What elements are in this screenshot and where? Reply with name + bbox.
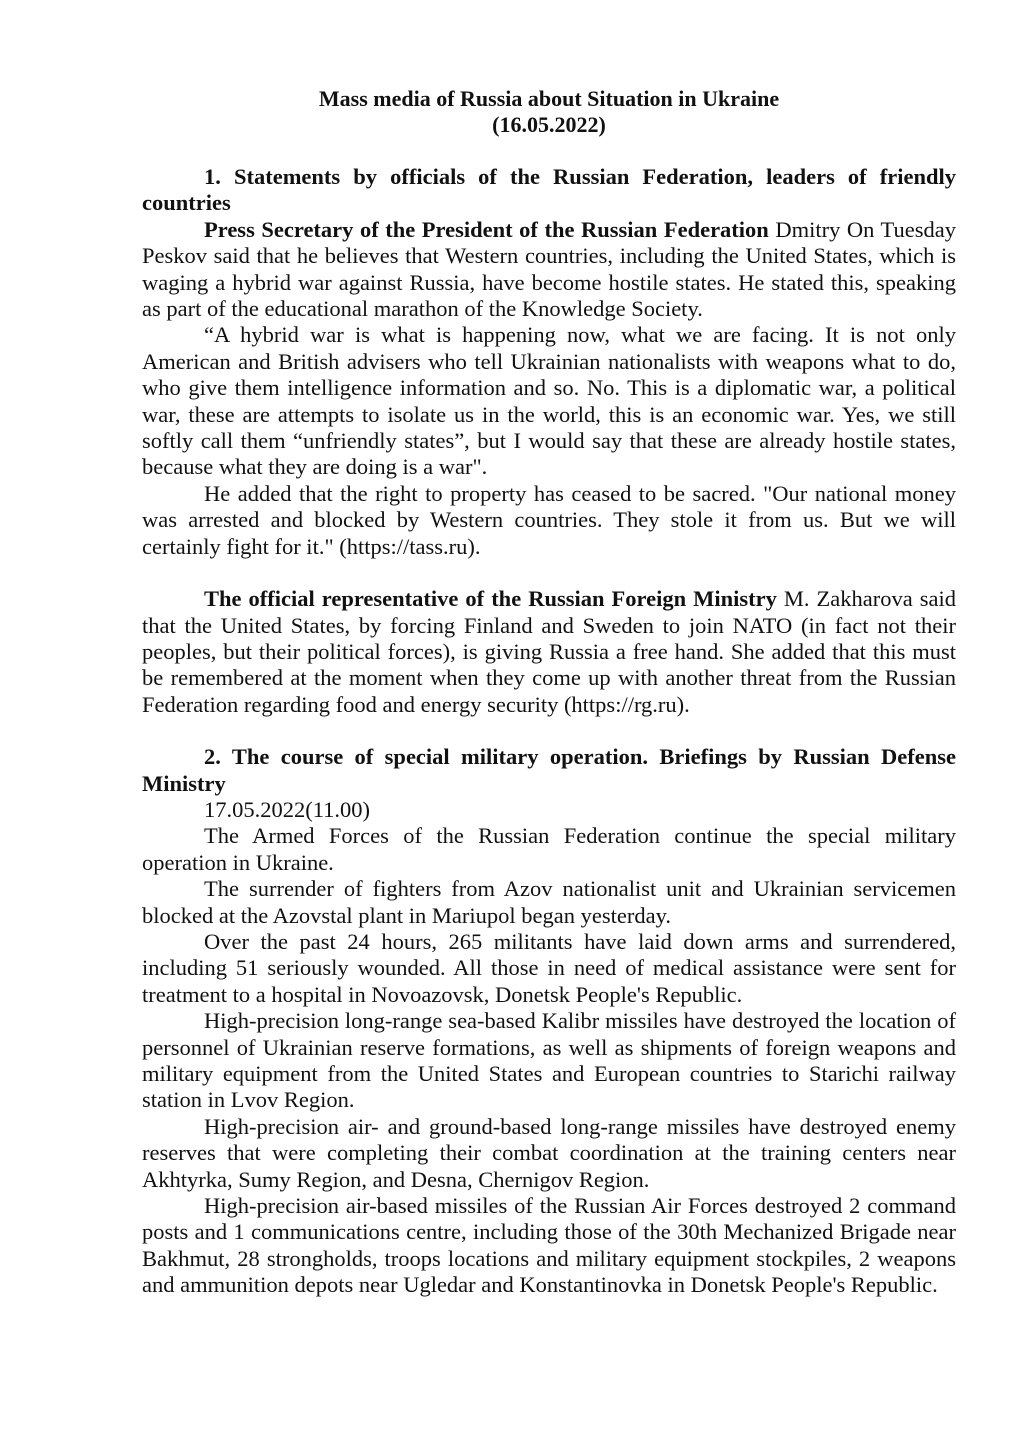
- section-2-paragraph-4: High-precision long-range sea-based Kalibr missiles have destroyed the location of personnel of Ukrainian reserve formations, as well as shipments of foreign weapons and military equipment from the United States and European countries to Starichi railway station in Lvov Region.: [142, 1008, 956, 1113]
- section-1-paragraph-1: [142, 217, 956, 323]
- section-2-paragraph-3: Over the past 24 hours, 265 militants have laid down arms and surrendered, including 51 seriously wounded. All those in need of medical assistance were sent for treatment to a hospital in Novoazovsk, Donetsk People's Republic.: [142, 928, 956, 1007]
- section-1-paragraph-2: “A hybrid war is what is happening now, what we are facing. It is not only American and British advisers who tell Ukrainian nationalists with weapons what to do, who give them intelligence information and so. No. This is a diplomatic war, a political war, these are attempts to isolate us in the world, this is an economic war. Yes, we still softly call them “unfriendly states”, but I would say that these are already hostile states, because what they are doing is a war".: [142, 322, 956, 480]
- section-2-paragraph-6: High-precision air-based missiles of the Russian Air Forces destroyed 2 command posts and 1 communications centre, including those of the 30th Mechanized Brigade near Bakhmut, 28 strongholds, troops locations and military equipment stockpiles, 2 weapons and ammunition depots near Ugledar and Konstantinovka in Donetsk People's Republic.: [142, 1193, 956, 1298]
- zakharova-title: The official representative of the Russian Foreign Ministry: [204, 586, 777, 612]
- briefing-date: 17.05.2022(11.00): [204, 796, 371, 822]
- document-title: [142, 86, 956, 138]
- section-1-heading: 1. Statements by officials of the Russian Federation, leaders of friendly countries: [142, 164, 956, 216]
- section-1-paragraph-4: [142, 586, 956, 718]
- title-line-1: Mass media of Russia about Situation in Ukraine: [318, 86, 780, 111]
- section-2-paragraph-5: High-precision air- and ground-based long-range missiles have destroyed enemy reserves that were completing their combat coordination at the training centers near Akhtyrka, Sumy Region, and Desna, Chernigov Region.: [142, 1113, 956, 1192]
- document-page: [142, 86, 956, 1299]
- section-1-paragraph-3: He added that the right to property has ceased to be sacred. "Our national money was arrested and blocked by Western countries. They stole it from us. But we will certainly fight for it." (https://tass.ru).: [142, 480, 956, 559]
- section-2-heading: 2. The course of special military operation. Briefings by Russian Defense Ministry: [142, 744, 956, 796]
- title-line-2: (16.05.2022): [492, 112, 606, 137]
- peskov-title: Press Secretary of the President of the Russian Federation: [204, 216, 769, 242]
- section-2-paragraph-1: The Armed Forces of the Russian Federation continue the special military operation in Ukraine.: [142, 823, 956, 875]
- peskov-text: Dmitry On Tuesday Peskov said that he believes that Western countries, including the United States, which is waging a hybrid war against Russia, have become hostile states. He stated this, speaking as part of the educational marathon of the Knowledge Society.: [142, 216, 956, 322]
- section-2-paragraph-2: The surrender of fighters from Azov nationalist unit and Ukrainian servicemen blocked at the Azovstal plant in Mariupol began yesterday.: [142, 876, 956, 928]
- zakharova-text: M. Zakharova said that the United States, by forcing Finland and Sweden to join NATO (in fact not their peoples, but their political forces), is giving Russia a free hand. She added that this must be remembered at the moment when they come up with another threat from the Russian Federation regarding food and energy security (https://rg.ru).: [142, 586, 956, 717]
